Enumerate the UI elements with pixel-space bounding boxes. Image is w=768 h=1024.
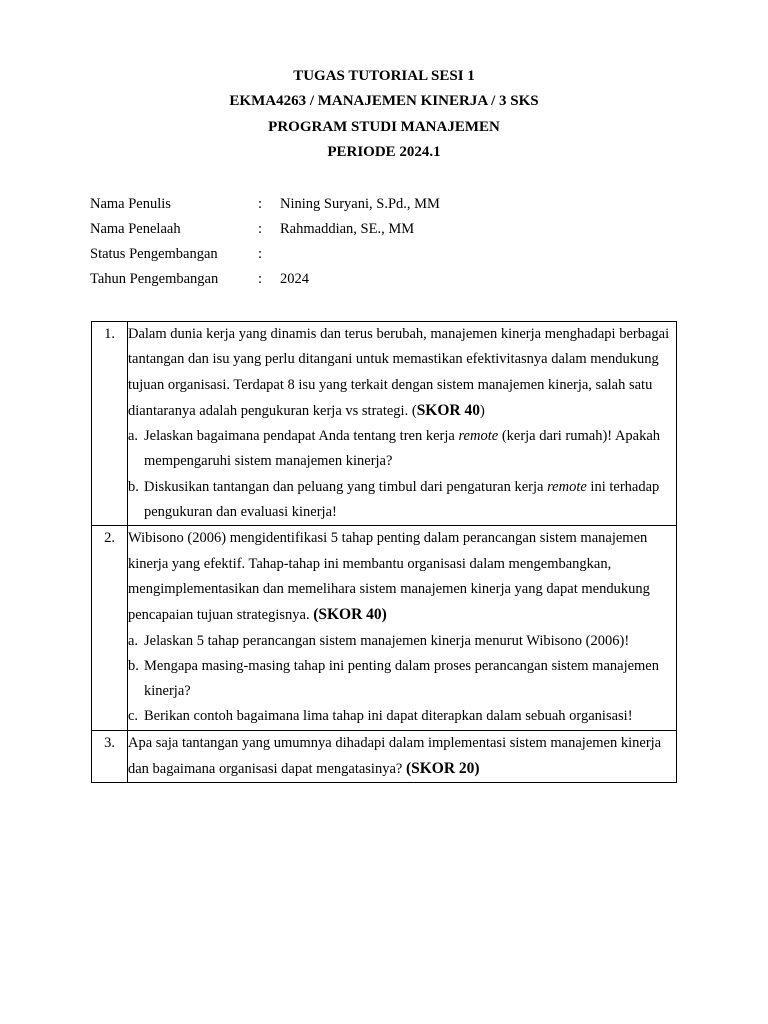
task-subitem [128,475,676,526]
subitem-text-part: (kerja dari rumah)! Apakah mempengaruhi sistem manajemen kinerja? [144,428,661,470]
subitem-text: Mengapa masing-masing tahap ini penting dalam proses perancangan sistem manajemen kinerja? [144,657,659,700]
task-intro-text: Apa saja tantangan yang umumnya dihadapi dalam implementasi sistem manajemen kinerja dan bagaimana organisasi dapat mengatasinya? [128,734,662,778]
task-subitem [128,704,676,729]
task-intro-text: Wibisono (2006) mengidentifikasi 5 tahap penting dalam perancangan sistem manajemen kinerja yang efektif. Tahap-tahap ini membantu organisasi dalam mengembangkan, mengimplementasikan dan memelihara sistem manajemen kinerja yang dapat mendukung pencapaian tujuan strategisnya. [128,530,650,624]
meta-colon: : [258,196,263,212]
subitem-text-part: Diskusikan tantangan dan peluang yang timbul dari pengaturan kerja [144,478,548,495]
task-subitem [128,654,676,705]
task-row-2 [92,526,677,730]
subitem-emphasis: remote [458,428,499,445]
meta-value: Nining Suryani, S.Pd., MM [280,196,440,212]
header-title: TUGAS TUTORIAL SESI 1 [293,68,475,84]
task-score: (SKOR 20) [405,760,480,778]
header-course: EKMA4263 / MANAJEMEN KINERJA / 3 SKS [229,93,539,110]
meta-row-year [90,270,440,295]
task-number: 1. [92,322,128,526]
meta-label: Status Pengembangan [90,246,218,262]
score-paren-open: ( [411,402,417,419]
subitem-text: Berikan contoh bagaimana lima tahap ini dapat diterapkan dalam sebuah organisasi! [144,708,633,725]
header-period: PERIODE 2024.1 [327,143,441,160]
header-program: PROGRAM STUDI MANAJEMEN [268,118,500,135]
subitem-text [144,475,676,526]
meta-value: Rahmaddian, SE., MM [280,221,415,237]
meta-colon: : [258,271,263,287]
subitem-emphasis: remote [547,478,587,495]
task-score: (SKOR 40) [313,606,387,624]
task-subitem [128,629,676,654]
document-metadata [90,195,440,295]
meta-value: 2024 [280,271,309,287]
subitem-marker: b. [128,657,139,674]
meta-row-author [90,195,440,220]
task-number: 2. [92,526,128,730]
subitem-marker: a. [128,632,139,649]
task-intro-text: Dalam dunia kerja yang dinamis dan terus berubah, manajemen kinerja menghadapi berbagai tantangan dan isu yang perlu ditangani untuk memastikan efektivitasnya dalam mendukung tujuan organisasi. Terdapat 8 isu yang terkait dengan sistem manajemen kinerja, salah satu diantaranya adalah pengukuran kerja vs strategi. [128,326,670,419]
meta-label: Nama Penulis [90,196,171,212]
meta-colon: : [258,221,263,237]
subitem-text: Jelaskan 5 tahap perancangan sistem manajemen kinerja menurut Wibisono (2006)! [144,632,630,649]
task-row-1 [92,322,677,526]
meta-row-status [90,245,440,270]
task-body [128,526,677,730]
subitem-marker: a. [128,428,139,445]
subitem-text [144,424,676,475]
score-paren-close: ) [480,402,485,419]
meta-label: Nama Penelaah [90,221,181,237]
meta-row-reviewer [90,220,440,245]
subitem-marker: c. [128,708,139,725]
task-score: SKOR 40 [416,401,480,419]
task-intro [128,731,676,783]
meta-label: Tahun Pengembangan [90,271,219,287]
subitem-text-part: ini terhadap pengukuran dan evaluasi kinerja! [144,478,660,521]
subitem-marker: b. [128,478,139,495]
task-body [128,730,677,783]
task-body [128,322,677,526]
task-subitem [128,424,676,475]
task-intro [128,322,676,424]
meta-colon: : [258,246,263,262]
tasks-table [91,321,677,783]
document-header [0,66,768,167]
task-row-3 [92,730,677,783]
task-intro [128,526,676,628]
task-number: 3. [92,730,128,783]
subitem-text-part: Jelaskan bagaimana pendapat Anda tentang tren kerja [144,428,459,445]
